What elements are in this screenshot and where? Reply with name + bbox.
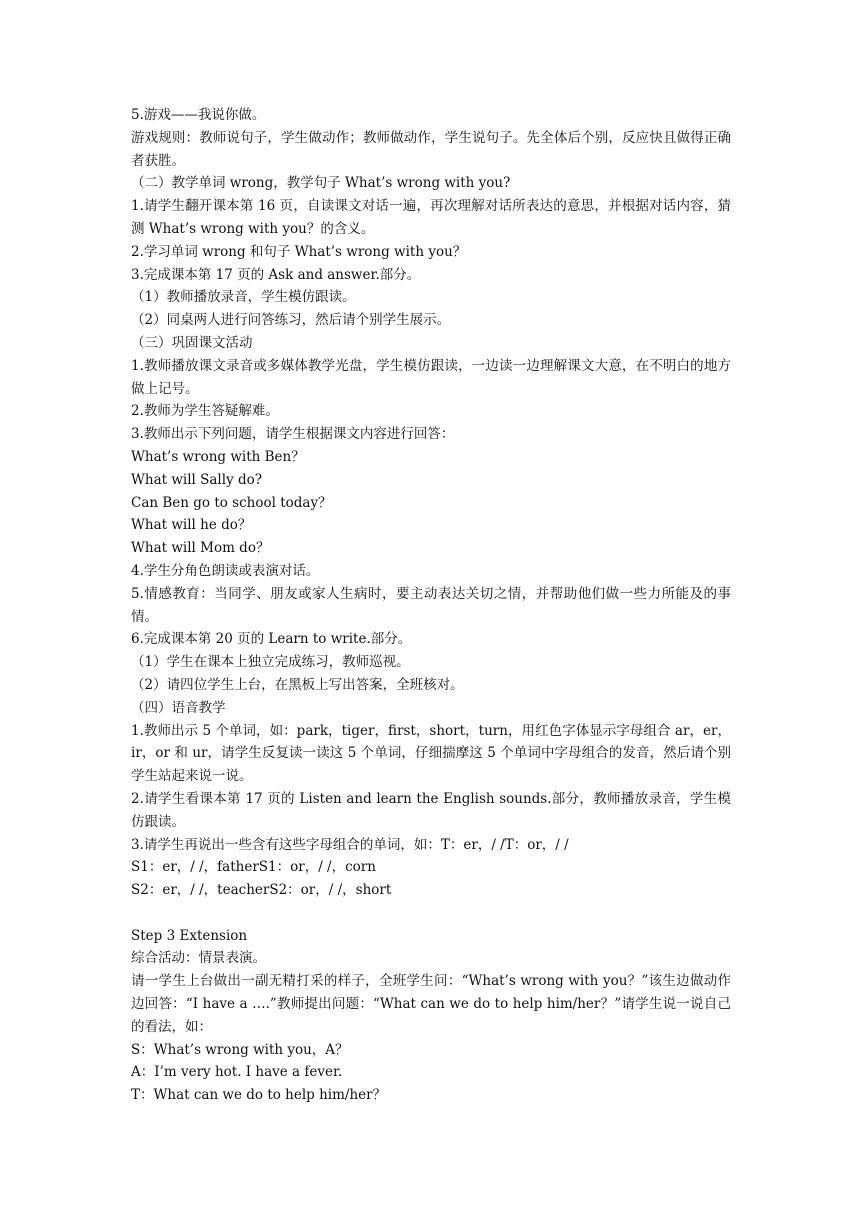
text-line: 2.学习单词 wrong 和句子 What’s wrong with you？ — [131, 243, 467, 260]
text-line: （1）教师播放录音，学生模仿跟读。 — [131, 289, 356, 306]
text-line: 游戏规则：教师说句子，学生做动作；教师做动作，学生说句子。先全体后个别，反应快且做得正确者获胜。 — [131, 129, 731, 169]
question-line: What will Mom do？ — [131, 540, 270, 557]
text-line: （1）学生在课本上独立完成练习，教师巡视。 — [131, 654, 410, 671]
dialogue-line: A：I’m very hot. I have a fever. — [131, 1064, 343, 1081]
text-line: 请一学生上台做出一副无精打采的样子，全班学生问：“What’s wrong with you？”该生边做动作边回答：“I have a ….”教师提出问题：“What can we do to help him/her？”请学生说一说自己的看法，如： — [131, 973, 731, 1035]
text-line: 3.请学生再说出一些含有这些字母组合的单词，如：T：er，/ /T：or，/ / — [131, 836, 569, 853]
section-heading: （四）语音教学 — [131, 699, 226, 716]
question-line: What’s wrong with Ben？ — [131, 448, 305, 465]
text-line: （2）同桌两人进行问答练习，然后请个别学生展示。 — [131, 312, 451, 329]
text-line: 1.请学生翻开课本第 16 页，自读课文对话一遍，再次理解对话所表达的意思，并根据对话内容，猜测 What’s wrong with you？的含义。 — [131, 198, 731, 237]
text-line: S2：er，/ /，teacherS2：or，/ /，short — [131, 882, 392, 899]
text-line: 5.情感教育：当同学、朋友或家人生病时，要主动表达关切之情，并帮助他们做一些力所能及的事情。 — [131, 585, 731, 625]
text-line: 1.教师出示 5 个单词，如：park，tiger，first，short，turn，用红色字体显示字母组合 ar，er，ir，or 和 ur，请学生反复读一读这 5 个单词，仔细揣摩这 5 个单词中字母组合的发音，然后请个别学生站起来说一说。 — [131, 722, 731, 785]
section-heading: （二）教学单词 wrong，教学句子 What’s wrong with you? — [131, 175, 511, 192]
step-heading: Step 3 Extension — [131, 927, 248, 944]
blank-line — [131, 902, 731, 925]
text-line: 5.游戏——我说你做。 — [131, 107, 266, 123]
question-line: What will Sally do? — [131, 471, 262, 488]
question-line: What will he do？ — [131, 517, 252, 534]
dialogue-line: S：What’s wrong with you，A？ — [131, 1041, 349, 1058]
text-line: 6.完成课本第 20 页的 Learn to write.部分。 — [131, 631, 412, 648]
text-line: 4.学生分角色朗读或表演对话。 — [131, 562, 320, 579]
text-line: S1：er，/ /，fatherS1：or，/ /，corn — [131, 859, 376, 876]
document-body — [131, 104, 731, 1107]
question-line: Can Ben go to school today？ — [131, 494, 332, 511]
dialogue-line: T：What can we do to help him/her？ — [131, 1087, 387, 1104]
text-line: 2.教师为学生答疑解难。 — [131, 403, 279, 420]
text-line: 2.请学生看课本第 17 页的 Listen and learn the English sounds.部分，教师播放录音，学生模仿跟读。 — [131, 790, 731, 830]
section-heading: （三）巩固课文活动 — [131, 334, 253, 351]
text-line: 综合活动：情景表演。 — [131, 950, 266, 967]
text-line: （2）请四位学生上台，在黑板上写出答案，全班核对。 — [131, 676, 464, 693]
text-line: 3.教师出示下列问题，请学生根据课文内容进行回答： — [131, 426, 455, 443]
text-line: 3.完成课本第 17 页的 Ask and answer.部分。 — [131, 266, 421, 283]
text-line: 1.教师播放课文录音或多媒体教学光盘，学生模仿跟读，一边读一边理解课文大意，在不明白的地方做上记号。 — [131, 357, 731, 397]
